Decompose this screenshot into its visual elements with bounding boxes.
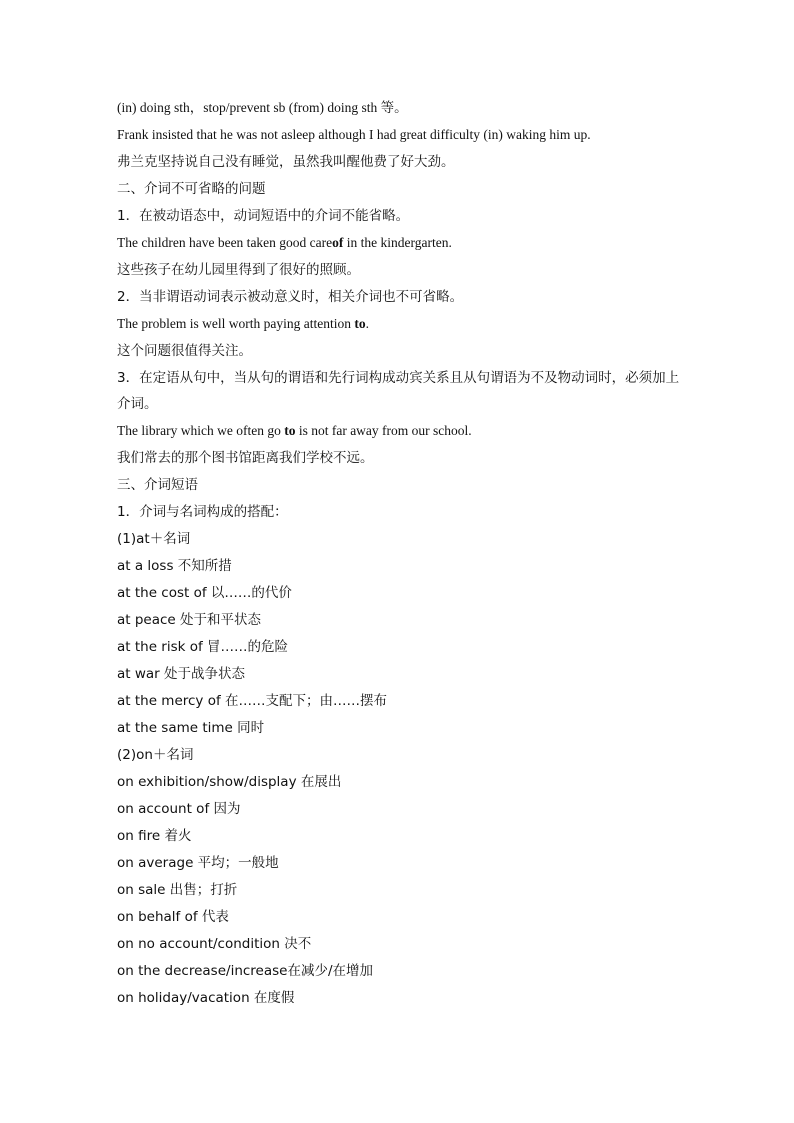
phrase-item: at war 处于战争状态: [117, 666, 246, 682]
translation-line: 这些孩子在幼儿园里得到了很好的照顾。: [117, 262, 360, 278]
phrase-item: at the same time 同时: [117, 720, 265, 736]
phrase-item: on sale 出售；打折: [117, 882, 238, 898]
rule-item: 3．在定语从句中，当从句的谓语和先行词构成动宾关系且从句谓语为不及物动词时，必须加上介词。: [117, 370, 680, 412]
phrase-item: at the mercy of 在……支配下；由……摆布: [117, 693, 388, 709]
sentence-text: in the kindergarten.: [343, 235, 452, 250]
sub-heading: (2)on＋名词: [117, 747, 194, 763]
sub-heading: (1)at＋名词: [117, 531, 191, 547]
phrase-item: on fire 着火: [117, 828, 192, 844]
document-body: [117, 94, 717, 1011]
highlighted-preposition: of: [332, 235, 344, 250]
rule-item: 1．在被动语态中，动词短语中的介词不能省略。: [117, 208, 410, 224]
phrase-item: on behalf of 代表: [117, 909, 229, 925]
sentence-text: .: [365, 316, 369, 331]
phrase-item: at the risk of 冒……的危险: [117, 639, 289, 655]
sentence-text: The problem is well worth paying attention: [117, 316, 355, 331]
example-sentence: [117, 229, 717, 256]
section-heading: 二、介词不可省略的问题: [117, 181, 266, 197]
rule-item: 1．介词与名词构成的搭配：: [117, 504, 288, 520]
sentence-text: is not far away from our school.: [295, 423, 472, 438]
phrase-item: on no account/condition 决不: [117, 936, 312, 952]
section-heading: 三、介词短语: [117, 477, 198, 493]
example-sentence: [117, 310, 717, 337]
example-sentence: Frank insisted that he was not asleep although I had great difficulty (in) waking him up.: [117, 127, 591, 142]
phrase-item: at peace 处于和平状态: [117, 612, 262, 628]
phrase-item: on the decrease/increase在减少/在增加: [117, 963, 374, 979]
sentence-text: The library which we often go: [117, 423, 285, 438]
highlighted-preposition: to: [354, 316, 366, 331]
phrase-item: on holiday/vacation 在度假: [117, 990, 295, 1006]
highlighted-preposition: to: [284, 423, 296, 438]
text-line: (in) doing sth，stop/prevent sb (from) doing sth 等。: [117, 100, 408, 115]
translation-line: 我们常去的那个图书馆距离我们学校不远。: [117, 450, 374, 466]
phrase-item: on exhibition/show/display 在展出: [117, 774, 342, 790]
translation-line: 这个问题很值得关注。: [117, 343, 252, 359]
rule-item: 2．当非谓语动词表示被动意义时，相关介词也不可省略。: [117, 289, 464, 305]
sentence-text: The children have been taken good care: [117, 235, 333, 250]
phrase-item: on account of 因为: [117, 801, 241, 817]
phrase-item: at a loss 不知所措: [117, 558, 232, 574]
example-sentence: [117, 417, 717, 444]
phrase-item: on average 平均；一般地: [117, 855, 279, 871]
translation-line: 弗兰克坚持说自己没有睡觉，虽然我叫醒他费了好大劲。: [117, 154, 455, 170]
phrase-item: at the cost of 以……的代价: [117, 585, 292, 601]
